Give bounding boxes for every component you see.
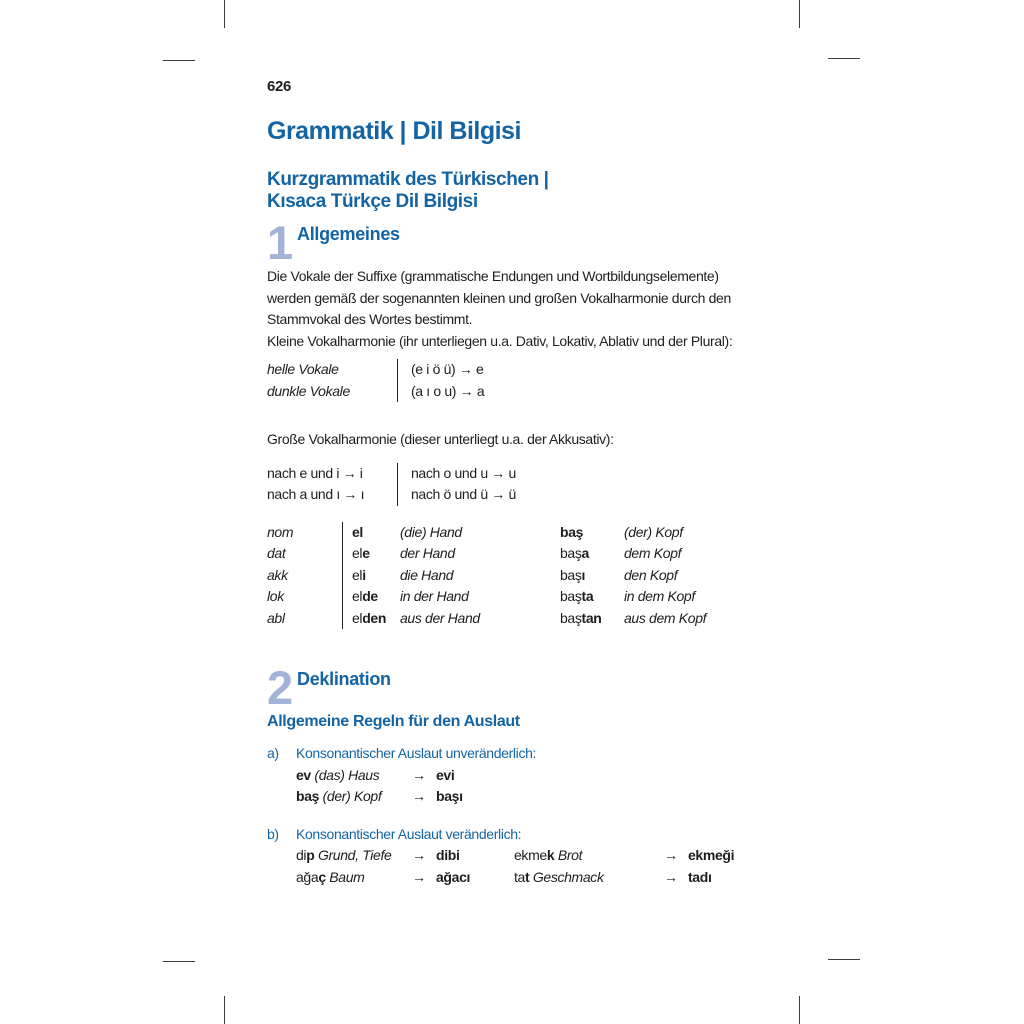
subtitle-line-2: Kısaca Türkçe Dil Bilgisi: [267, 190, 478, 212]
table-row: [352, 608, 772, 630]
result-form: ekmeği: [688, 847, 735, 863]
german-gloss: aus dem Kopf: [624, 609, 707, 626]
intro-line: Stammvokal des Wortes bestimmt.: [267, 311, 473, 327]
case-label: abl: [267, 609, 285, 626]
table-row-value: nach a und ı → ı: [267, 486, 365, 502]
big-harmony-left: [267, 463, 397, 506]
turkish-form: başa: [560, 545, 589, 561]
arrow-icon: →: [412, 868, 426, 885]
rule-a: [267, 743, 772, 808]
example-row: [296, 765, 772, 787]
example-row: [296, 867, 772, 889]
arrow-icon: →: [664, 868, 678, 885]
table-row-value: nach ö und ü → ü: [411, 486, 516, 502]
rule-b-rows: [296, 845, 772, 888]
result-form: dibi: [436, 847, 460, 863]
turkish-word-with-gloss: ağaç Baum: [296, 868, 365, 885]
example-row: [296, 786, 772, 808]
declension-table: [267, 522, 772, 630]
turkish-form: baş: [560, 523, 584, 540]
german-gloss: dem Kopf: [624, 545, 682, 561]
turkish-form: elden: [352, 609, 387, 626]
page-number: 626: [267, 78, 291, 95]
german-gloss: in der Hand: [400, 588, 469, 604]
rule-a-rows: [296, 765, 772, 808]
big-vowel-harmony-table: [267, 463, 772, 506]
arrow-icon: →: [412, 788, 426, 804]
result-form: evi: [436, 766, 455, 783]
intro-line: Kleine Vokalharmonie (ihr unterliegen u.a. Dativ, Lokativ, Ablativ und der Plural):: [267, 332, 733, 349]
german-gloss: die Hand: [400, 566, 454, 583]
subtitle-line-1: Kurzgrammatik des Türkischen |: [267, 169, 549, 190]
intro-line: Die Vokale der Suffixe (grammatische Endungen und Wortbildungselemente): [267, 268, 719, 284]
turkish-word-with-gloss: ekmek Brot: [514, 847, 583, 863]
german-gloss: (die) Hand: [400, 523, 462, 540]
crop-mark-bottom-left-horizontal: [163, 961, 195, 962]
arrow-icon: →: [412, 766, 426, 783]
turkish-word-with-gloss: ev (das) Haus: [296, 766, 380, 783]
table-row-label: helle Vokale: [267, 361, 339, 377]
page-title: Grammatik | Dil Bilgisi: [267, 117, 521, 145]
big-harmony-right: [397, 463, 516, 506]
rule-label: b): [267, 825, 279, 842]
table-row: [352, 543, 772, 565]
table-row: [352, 522, 772, 544]
table-row: [352, 586, 772, 608]
table-row: [352, 565, 772, 587]
section-1-intro: [267, 266, 772, 352]
table-row-value: nach e und i → i: [267, 464, 363, 481]
small-vowel-harmony-table: [267, 359, 772, 402]
turkish-word-with-gloss: baş (der) Kopf: [296, 788, 382, 804]
section-1-title: Allgemeines: [297, 224, 400, 244]
crop-mark-top-left-horizontal: [163, 60, 195, 61]
case-label: dat: [267, 545, 286, 561]
big-harmony-intro: Große Vokalharmonie (dieser unterliegt u.a. der Akkusativ):: [267, 431, 614, 447]
declension-case-labels: [267, 522, 342, 630]
crop-mark-bottom-right-vertical: [799, 996, 800, 1024]
small-harmony-values: [397, 359, 484, 402]
turkish-form: başı: [560, 566, 586, 583]
arrow-icon: →: [412, 847, 426, 863]
arrow-icon: →: [664, 847, 678, 863]
turkish-form: baştan: [560, 609, 602, 626]
turkish-form: elde: [352, 588, 378, 604]
section-1-header: [267, 216, 772, 269]
rule-a-header: [267, 743, 772, 765]
example-row: [296, 845, 772, 867]
turkish-word-with-gloss: dip Grund, Tiefe: [296, 847, 392, 863]
crop-mark-bottom-left-vertical: [224, 996, 225, 1024]
case-label: lok: [267, 588, 284, 604]
table-row-value: nach o und u → u: [411, 464, 516, 481]
result-form: başı: [436, 788, 463, 804]
crop-mark-bottom-right-horizontal: [828, 959, 860, 960]
case-label: nom: [267, 523, 294, 540]
rule-label: a): [267, 745, 279, 761]
section-2-header: [267, 661, 772, 714]
rule-b-header: [267, 824, 772, 846]
rule-heading: Konsonantischer Auslaut unveränderlich:: [296, 745, 537, 761]
rule-heading: Konsonantischer Auslaut veränderlich:: [296, 825, 522, 842]
german-gloss: (der) Kopf: [624, 523, 683, 540]
table-row-value: (e i ö ü) → e: [411, 361, 484, 377]
section-2-subheading: Allgemeine Regeln für den Auslaut: [267, 713, 520, 730]
turkish-form: başta: [560, 588, 594, 604]
crop-mark-top-right-horizontal: [828, 58, 860, 59]
section-2-number: 2: [267, 661, 293, 714]
section-2-title: Deklination: [297, 669, 391, 689]
german-gloss: den Kopf: [624, 566, 678, 583]
case-label: akk: [267, 566, 288, 583]
result-form: ağacı: [436, 868, 471, 885]
result-form: tadı: [688, 868, 712, 885]
turkish-form: eli: [352, 566, 366, 583]
section-1-number: 1: [267, 216, 293, 269]
table-row-value: (a ı o u) → a: [411, 382, 485, 399]
turkish-form: ele: [352, 545, 370, 561]
german-gloss: aus der Hand: [400, 609, 480, 626]
chapter-subtitle: [267, 169, 772, 212]
crop-mark-top-left-vertical: [224, 0, 225, 28]
crop-mark-top-right-vertical: [799, 0, 800, 28]
table-row-label: dunkle Vokale: [267, 382, 350, 399]
page-content: [267, 78, 772, 904]
german-gloss: in dem Kopf: [624, 588, 695, 604]
declension-forms: [342, 522, 772, 630]
small-harmony-labels: [267, 359, 397, 402]
german-gloss: der Hand: [400, 545, 455, 561]
intro-line: werden gemäß der sogenannten kleinen und großen Vokalharmonie durch den: [267, 289, 731, 306]
turkish-word-with-gloss: tat Geschmack: [514, 868, 604, 885]
rule-b: [267, 824, 772, 889]
turkish-form: el: [352, 523, 363, 540]
